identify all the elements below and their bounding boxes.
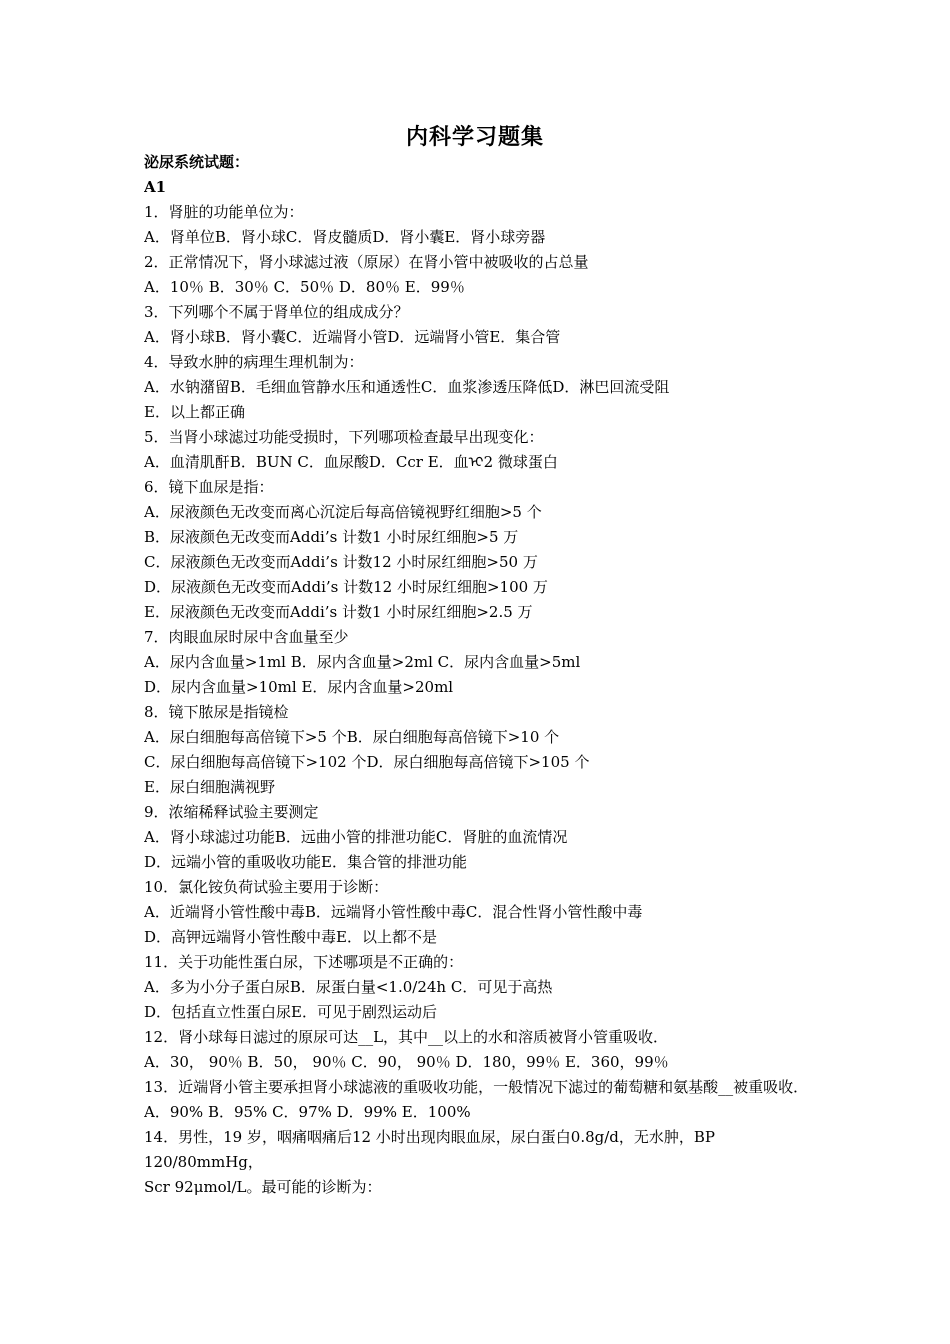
text-line: 2．正常情况下，肾小球滤过液（原尿）在肾小管中被吸收的占总量 [144,253,589,271]
text-line: C．尿白细胞每高倍镜下>102 个D．尿白细胞每高倍镜下>105 个 [144,753,590,771]
text-line: B．尿液颜色无改变而Addi’s 计数1 小时尿红细胞>5 万 [144,528,519,546]
text-line: A．肾小球B．肾小囊C．近端肾小管D．远端肾小管E．集合管 [144,328,561,346]
question-14-line-1: 14．男性，19 岁，咽痛咽痛后12 小时出现肉眼血尿，尿白蛋白0.8g/d，无水肿，BP [144,1128,716,1146]
question-14-line-2: 120/80mmHg， [144,1153,263,1171]
question-13-options: A．90% B．95% C．97% D．99% E．100% [144,1103,471,1121]
text-line: D．包括直立性蛋白尿E．可见于剧烈运动后 [144,1003,437,1021]
section-heading: 泌尿系统试题： [144,153,250,171]
text-line: 10．氯化铵负荷试验主要用于诊断： [144,878,389,896]
text-line: 12．肾小球每日滤过的原尿可达__L，其中__以上的水和溶质被肾小管重吸收． [144,1028,669,1046]
text-line: A．尿白细胞每高倍镜下>5 个B．尿白细胞每高倍镜下>10 个 [144,728,560,746]
text-line: A．肾小球滤过功能B．远曲小管的排泄功能C．肾脏的血流情况 [144,828,568,846]
text-line: A．10％ B．30％ C．50％ D．80％ E．99％ [144,278,465,296]
text-line: A．近端肾小管性酸中毒B．远端肾小管性酸中毒C．混合性肾小管性酸中毒 [144,903,643,921]
text-line: A．30， 90％ B．50， 90％ C．90， 90％ D．180，99％ E．360，99％ [144,1053,669,1071]
text-line: A．血清肌酐B．BUN C．血尿酸D．Ccr E．血ᢈ2 微球蛋白 [144,453,558,471]
page-title: 内科学习题集 [405,124,544,150]
text-line: 7．肉眼血尿时尿中含血量至少 [144,628,349,646]
document-body [144,150,816,1200]
question-13: 13．近端肾小管主要承担肾小球滤液的重吸收功能，一般情况下滤过的葡萄糖和氨基酸__被重吸收． [144,1078,809,1096]
text-line: 1．肾脏的功能单位为： [144,203,304,221]
text-line: 5．当肾小球滤过功能受损时，下列哪项检查最早出现变化： [144,428,544,446]
text-line: D．高钾远端肾小管性酸中毒E．以上都不是 [144,928,437,946]
sub-heading: A1 [144,178,167,196]
text-line: C．尿液颜色无改变而Addi’s 计数12 小时尿红细胞>50 万 [144,553,538,571]
text-line: D．远端小管的重吸收功能E．集合管的排泄功能 [144,853,467,871]
text-line: 6．镜下血尿是指： [144,478,274,496]
text-line: A．尿液颜色无改变而离心沉淀后每高倍镜视野红细胞>5 个 [144,503,542,521]
text-line: A．尿内含血量>1ml B．尿内含血量>2ml C．尿内含血量>5ml [144,653,581,671]
text-line: D．尿内含血量>10ml E．尿内含血量>20ml [144,678,454,696]
text-line: 8．镜下脓尿是指镜检 [144,703,289,721]
text-line: E．尿白细胞满视野 [144,778,275,796]
text-line: 11．关于功能性蛋白尿，下述哪项是不正确的： [144,953,464,971]
text-line: A．肾单位B．肾小球C．肾皮髓质D．肾小囊E．肾小球旁器 [144,228,546,246]
text-line: A．水钠潴留B．毛细血管静水压和通透性C．血浆渗透压降低D．淋巴回流受阻 [144,378,670,396]
text-line: E．以上都正确 [144,403,245,421]
text-line: E．尿液颜色无改变而Addi’s 计数1 小时尿红细胞>2.5 万 [144,603,533,621]
text-line: 9．浓缩稀释试验主要测定 [144,803,319,821]
text-line: 4．导致水肿的病理生理机制为： [144,353,364,371]
text-line: A．多为小分子蛋白尿B．尿蛋白量<1.0/24h C．可见于高热 [144,978,553,996]
text-line: D．尿液颜色无改变而Addi’s 计数12 小时尿红细胞>100 万 [144,578,548,596]
question-14-line-3: Scr 92μmol/L。最可能的诊断为： [144,1178,382,1196]
text-line: 3．下列哪个不属于肾单位的组成成分？ [144,303,409,321]
